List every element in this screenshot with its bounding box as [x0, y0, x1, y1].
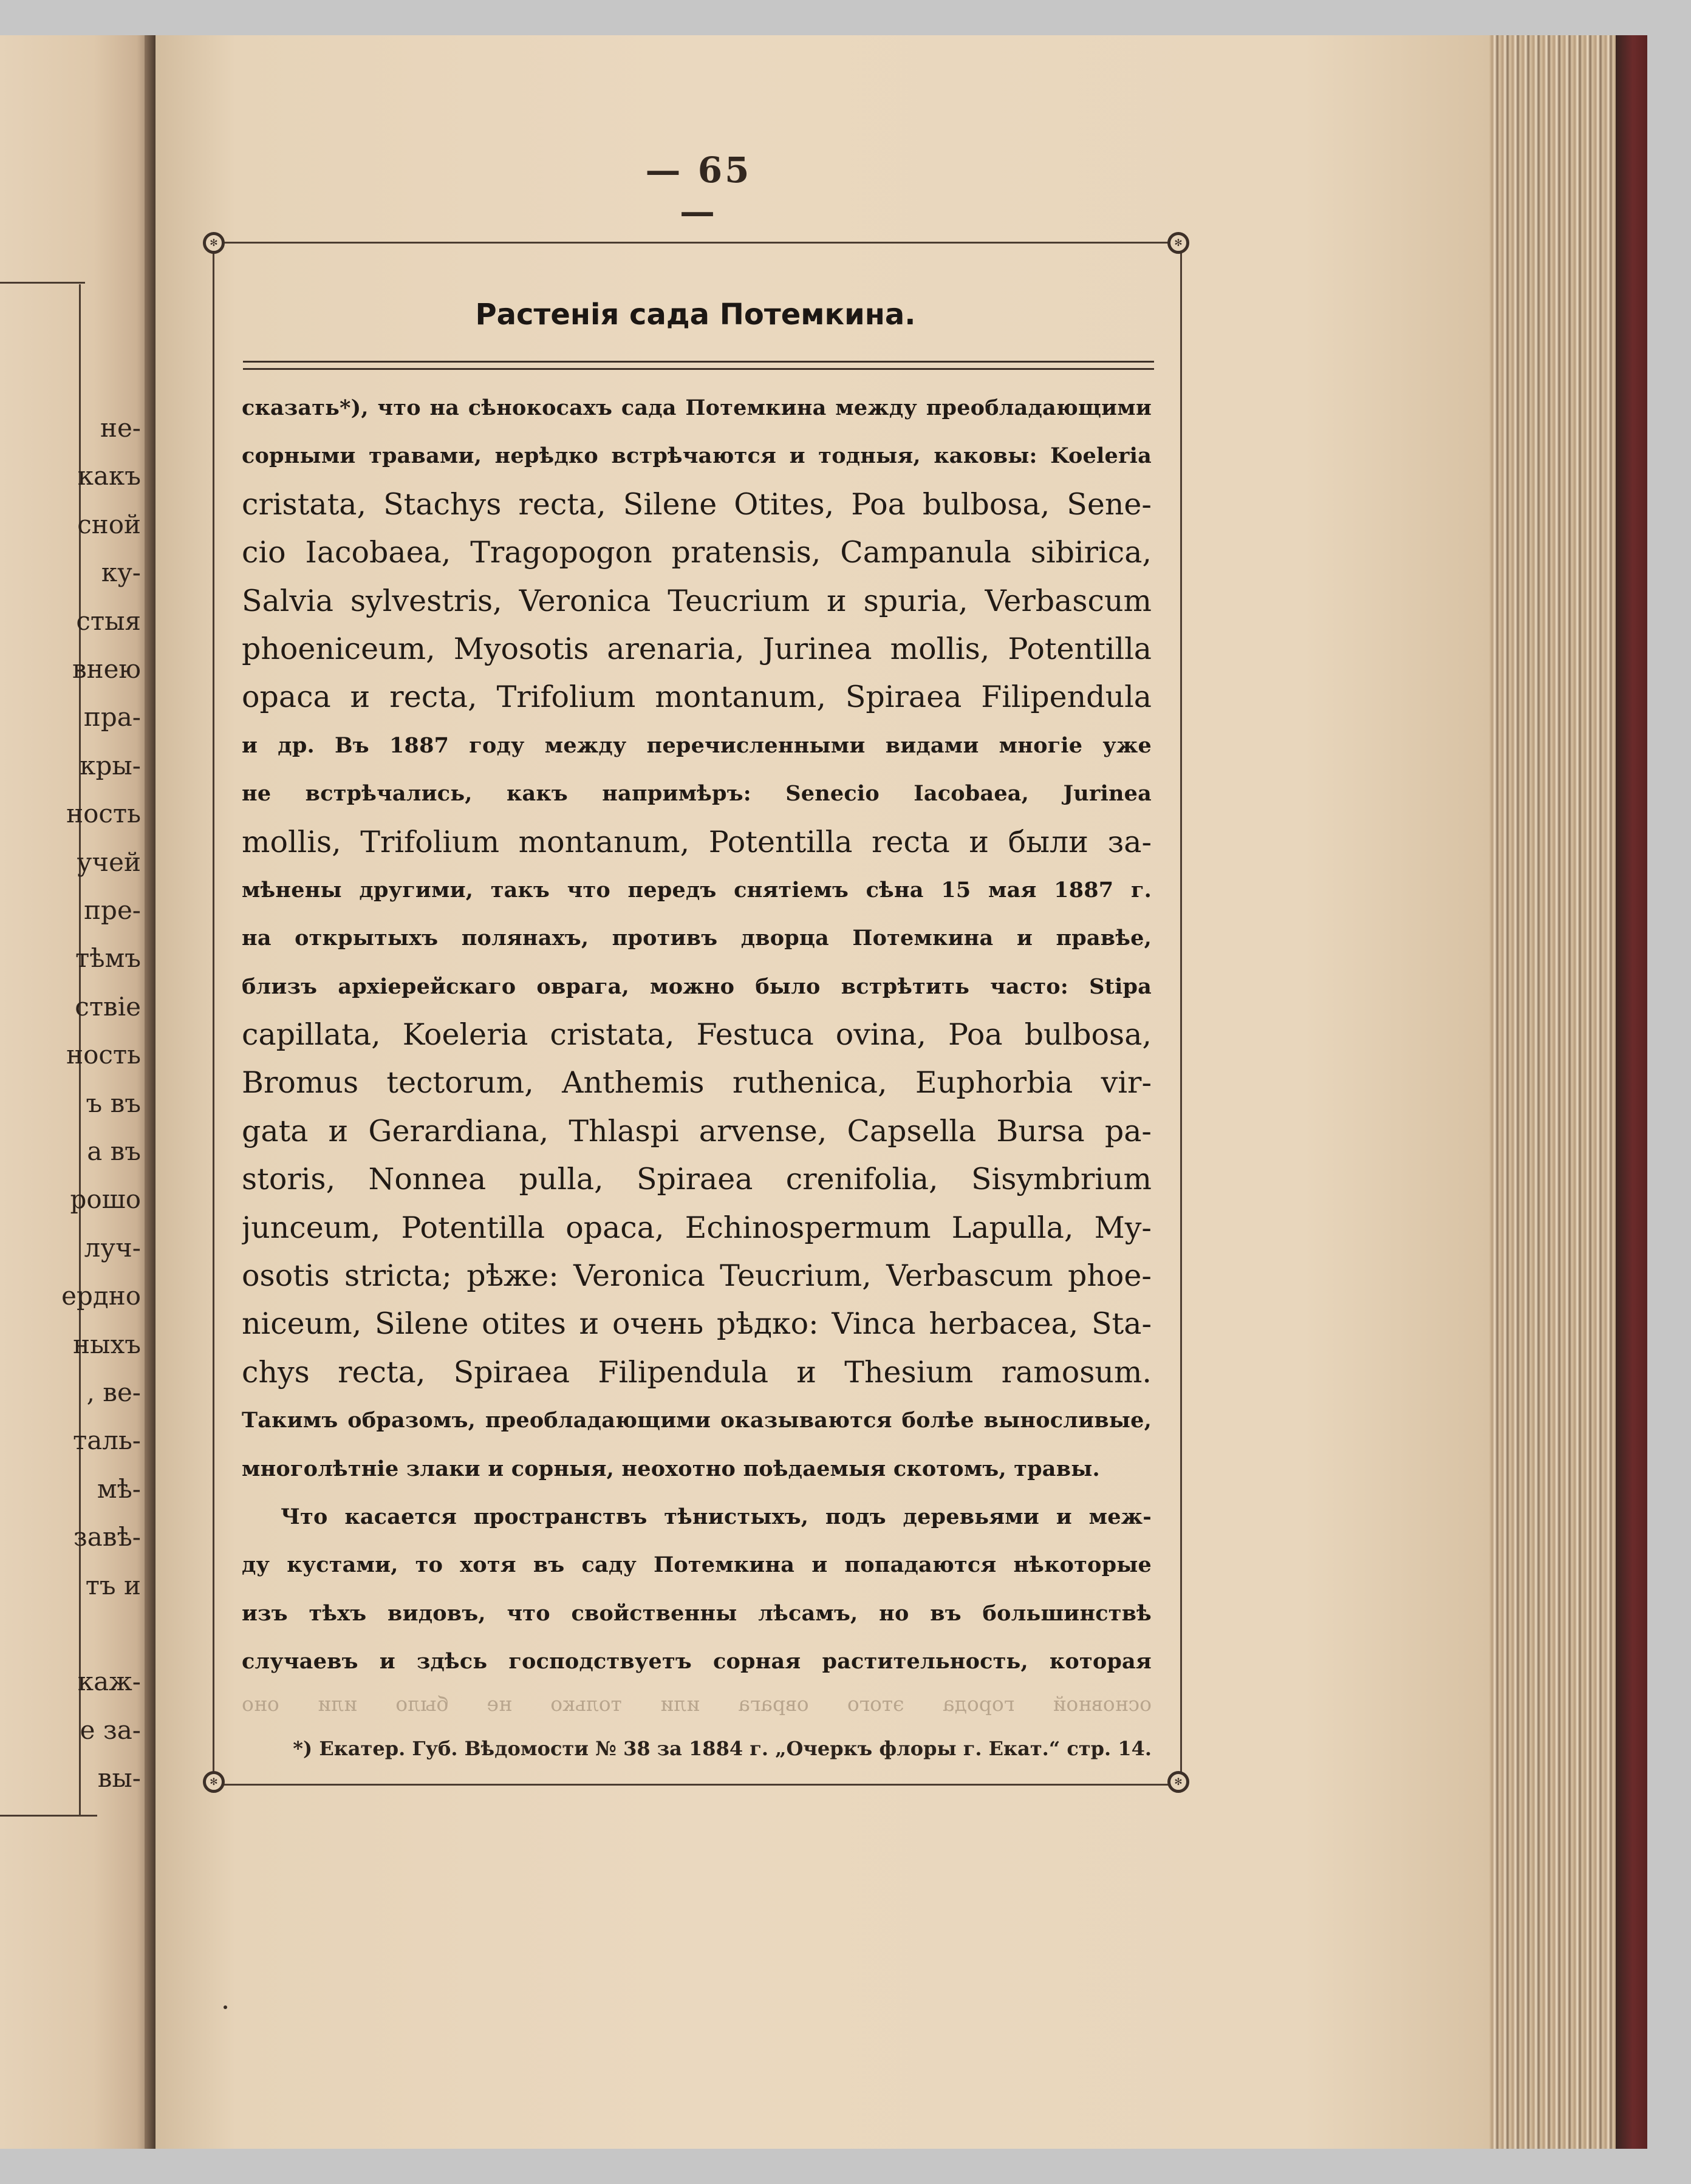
left-page-line-fragment: рошо	[70, 1184, 141, 1215]
left-page-line-fragment: вы-	[97, 1763, 141, 1793]
left-page-line-fragment: кры-	[80, 750, 141, 780]
frame-corner-ornament: ✻	[1167, 232, 1189, 254]
text-line: gata и Gerardiana, Thlaspi arvense, Capsella Bursa pa-	[242, 1113, 1152, 1148]
left-page-line-fragment: учей	[77, 847, 141, 877]
page-number: — 65 —	[645, 149, 752, 232]
left-page-line-fragment: тѣмъ	[75, 943, 141, 974]
running-head: Растенія сада Потемкина.	[475, 298, 916, 332]
text-line: многолѣтніе злаки и сорныя, неохотно поѣдаемыя скотомъ, травы.	[242, 1456, 1100, 1481]
left-page-line-fragment: ныхъ	[73, 1329, 141, 1359]
text-line: cio Iacobaea, Tragopogon pratensis, Campanula sibirica,	[242, 535, 1152, 570]
text-line: capillata, Koeleria cristata, Festuca ovina, Poa bulbosa,	[242, 1017, 1152, 1053]
left-page-line-fragment: каж-	[77, 1667, 141, 1697]
left-page-line-fragment: пре-	[84, 895, 141, 925]
left-page-line-fragment: пра-	[83, 702, 141, 732]
text-line: не встрѣчались, какъ напримѣръ: Senecio Iacobaea, Jurinea	[242, 781, 1152, 807]
left-page-frame-top-rule	[0, 282, 85, 284]
bleed-through-text: основной города этого оврага или только не было или оно	[242, 1692, 1152, 1716]
left-page-line-fragment: ствіе	[75, 991, 141, 1022]
text-line: niceum, Silene otites и очень рѣдко: Vinca herbacea, Sta-	[242, 1306, 1152, 1342]
text-line: близъ архіерейскаго оврага, можно было встрѣтить часто: Stipa	[242, 974, 1152, 999]
frame-corner-ornament: ✻	[203, 232, 225, 254]
text-line: mollis, Trifolium montanum, Potentilla recta и были за-	[242, 824, 1152, 859]
text-line: Bromus tectorum, Anthemis ruthenica, Euphorbia vir-	[242, 1065, 1152, 1101]
text-line: chys recta, Spiraea Filipendula и Thesium ramosum.	[242, 1354, 1152, 1390]
left-page-line-fragment: не-	[100, 413, 141, 443]
left-page-line-fragment: а въ	[87, 1136, 141, 1166]
text-line: Такимъ образомъ, преобладающими оказываются болѣе выносливые,	[242, 1408, 1152, 1433]
left-page-line-fragment: ъ въ	[86, 1088, 141, 1118]
page-edges	[1489, 35, 1647, 2149]
left-page-frame-bottom-rule	[0, 1815, 97, 1817]
text-line: storis, Nonnea pulla, Spiraea crenifolia, Sisymbrium	[242, 1162, 1152, 1197]
text-line: мѣнены другими, такъ что передъ снятіемъ сѣна 15 мая 1887 г.	[242, 877, 1152, 903]
left-page-line-fragment: ердно	[61, 1281, 141, 1311]
text-line: ду кустами, то хотя въ саду Потемкина и попадаются нѣкоторые	[242, 1552, 1152, 1578]
left-page-line-fragment: стыя	[76, 606, 141, 636]
left-page-line-fragment: , ве-	[86, 1377, 141, 1407]
frame-corner-ornament: ✻	[203, 1771, 225, 1793]
paper-speck	[224, 2005, 227, 2009]
text-line: и др. Въ 1887 году между перечисленными видами многіе уже	[242, 732, 1152, 758]
left-page-line-fragment: е за-	[80, 1715, 141, 1745]
text-line: Salvia sylvestris, Veronica Teucrium и spuria, Verbascum	[242, 583, 1152, 618]
left-page-line-fragment: луч-	[84, 1232, 141, 1263]
left-page-line-fragment: какъ	[77, 461, 141, 491]
text-line: cristata, Stachys recta, Silene Otites, Poa bulbosa, Sene-	[242, 486, 1152, 522]
left-page	[0, 35, 155, 2149]
text-line: изъ тѣхъ видовъ, что свойственны лѣсамъ, но въ большинствѣ	[242, 1600, 1152, 1626]
body-text	[242, 384, 1152, 1686]
text-line: случаевъ и здѣсь господствуетъ сорная растительность, которая	[242, 1649, 1152, 1674]
left-page-line-fragment: ку-	[101, 558, 141, 588]
left-page-line-fragment: внею	[72, 654, 141, 684]
left-page-line-fragment: ность	[66, 799, 141, 829]
frame-corner-ornament: ✻	[1167, 1771, 1189, 1793]
text-line: сорными травами, нерѣдко встрѣчаются и тодныя, каковы: Koeleria	[242, 443, 1152, 469]
footnote: *) Екатер. Губ. Вѣдомости № 38 за 1884 г. „Очеркъ флоры г. Екат.“ стр. 14.	[293, 1737, 1152, 1760]
text-line: junceum, Potentilla opaca, Echinospermum Lapulla, My-	[242, 1210, 1152, 1245]
text-line: phoeniceum, Myosotis arenaria, Jurinea mollis, Potentilla	[242, 631, 1152, 666]
text-line: Что касается пространствъ тѣнистыхъ, подъ деревьями и меж-	[281, 1504, 1152, 1529]
left-page-line-fragment: ность	[66, 1040, 141, 1070]
left-page-line-fragment: мѣ-	[97, 1473, 141, 1504]
text-line: opaca и recta, Trifolium montanum, Spiraea Filipendula	[242, 680, 1152, 715]
left-page-line-fragment: тъ и	[85, 1570, 141, 1600]
left-page-line-fragment: завѣ-	[73, 1522, 141, 1552]
text-line: на открытыхъ полянахъ, противъ дворца Потемкина и правѣе,	[242, 926, 1152, 951]
text-line: osotis stricta; рѣже: Veronica Teucrium, Verbascum phoe-	[242, 1258, 1152, 1294]
header-rule	[243, 361, 1154, 363]
header-rule	[243, 368, 1154, 370]
left-page-line-fragment: сной	[77, 509, 141, 539]
text-line: сказать*), что на сѣнокосахъ сада Потемкина между преобладающими	[242, 395, 1152, 420]
left-page-line-fragment: таль-	[72, 1425, 141, 1456]
